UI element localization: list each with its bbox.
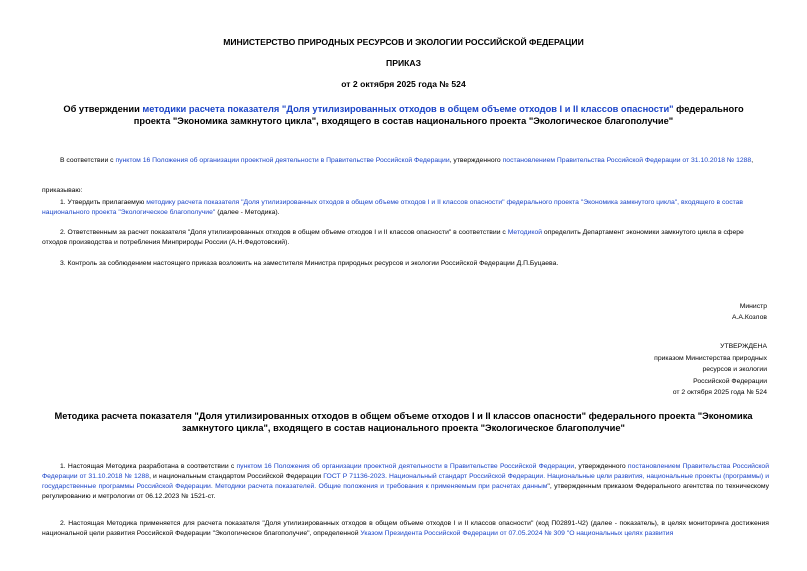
method-p1-link-regulation[interactable]: пунктом 16 Положения об организации проектной деятельности в Правительстве Российской Федерации <box>236 463 575 470</box>
method-p2-link-presidential-decree[interactable]: Указом Президента Российской Федерации от 07.05.2024 № 309 "О национальных целях развития <box>360 530 674 537</box>
methodology-title: Методика расчета показателя "Доля утилизированных отходов в общем объеме отходов I и II классов опасности" федерального проекта "Экономика замкнутого цикла", входящего в состав национального проекта "Экологическое благополучие" <box>54 411 753 433</box>
item-1-methodology-link[interactable]: методику расчета показателя "Доля утилизированных отходов в общем объеме отходов I и II классов опасности" федерального проекта "Экономика замкнутого цикла", входящего в состав национального проекта "Экологическое благополучие" <box>42 199 744 216</box>
approval-line-3: ресурсов и экологии <box>702 366 767 373</box>
intro-link-decree[interactable]: постановлением Правительства Российской Федерации от 31.10.2018 № 1288 <box>502 157 752 164</box>
approval-line-5: от 2 октября 2025 года № 524 <box>672 389 767 396</box>
intro-link-regulation[interactable]: пунктом 16 Положения об организации проектной деятельности в Правительстве Российской Федерации <box>115 157 450 164</box>
signature-name: А.А.Козлов <box>732 314 767 321</box>
signature-block <box>732 301 767 323</box>
approval-line-4: Российской Федерации <box>693 377 767 385</box>
approval-line-2: приказом Министерства природных <box>654 354 767 362</box>
signature-position: Министр <box>739 303 767 310</box>
doc-type: ПРИКАЗ <box>386 58 421 68</box>
intro-paragraph: В соответствии с пунктом 16 Положения об организации проектной деятельности в Правительстве Российской Федерации, утвержденного постановлением Правительства Российской Федерации от 31.10.2018 № 1288, <box>60 157 754 164</box>
item-2: 2. Ответственным за расчет показателя "Доля утилизированных отходов в общем объеме отходов I и II классов опасности" в соответствии с Методикой определить Департамент экономики замкнутого цикла в сфере отходов производства и потребления Минприроды России (А.Н.Федотовский). <box>42 229 744 246</box>
title-methodology-link[interactable]: методики расчета показателя "Доля утилизированных отходов в общем объеме отходов I и II классов опасности" <box>142 104 674 114</box>
method-p1-link-gost[interactable]: ГОСТ Р 71136-2023. Национальный стандарт Российской Федерации. Национальные цели развития, национальные проекты (программы) и государственные программы Российской Федерации. Методики расчета показателей. Общие положения и требования к применяемым при расчетах данным <box>42 473 770 490</box>
order-word: приказываю: <box>42 187 83 194</box>
approval-stamp <box>654 341 767 399</box>
ministry-header: МИНИСТЕРСТВО ПРИРОДНЫХ РЕСУРСОВ И ЭКОЛОГИИ РОССИЙСКОЙ ФЕДЕРАЦИИ <box>223 37 584 47</box>
order-title: Об утверждении методики расчета показателя "Доля утилизированных отходов в общем объеме отходов I и II классов опасности" федерального проекта "Экономика замкнутого цикла", входящего в состав национального проекта "Экологическое благополучие" <box>63 104 744 126</box>
item-1: 1. Утвердить прилагаемую методику расчета показателя "Доля утилизированных отходов в общем объеме отходов I и II классов опасности" федерального проекта "Экономика замкнутого цикла", входящего в состав национального проекта "Экологическое благополучие" (далее - Методика). <box>42 199 744 216</box>
approval-line-1: УТВЕРЖДЕНА <box>720 343 767 350</box>
item-3: 3. Контроль за соблюдением настоящего приказа возложить на заместителя Министра природных ресурсов и экологии Российской Федерации Д.П.Буцаева. <box>60 260 559 267</box>
item-2-methodology-link[interactable]: Методикой <box>507 229 543 236</box>
method-paragraph-2: 2. Настоящая Методика применяется для расчета показателя "Доля утилизированных отходов в общем объеме отходов I и II классов опасности" (код П02891-Ч2) (далее - показатель), в целях мониторинга достижения национальной цели развития Российской Федерации "Экологическое благополучие", определенной Указом Президента Российской Федерации от 07.05.2024 № 309 "О национальных целях развития <box>42 520 769 537</box>
method-paragraph-1: 1. Настоящая Методика разработана в соответствии с пунктом 16 Положения об организации проектной деятельности в Правительстве Российской Федерации, утвержденного постановлением Правительства Российской Федерации от 31.10.2018 № 1288, и национальным стандартом Российской Федерации ГОСТ Р 71136-2023. Национальный стандарт Российской Федерации. Национальные цели развития, национальные проекты (программы) и государственные программы Российской Федерации. Методики расчета показателей. Общие положения и требования к применяемым при расчетах данным", утвержденным приказом Федерального агентства по техническому регулированию и метрологии от 06.12.2023 № 1521-ст. <box>42 463 770 500</box>
doc-date-number: от 2 октября 2025 года № 524 <box>341 79 466 89</box>
method-p1-link-decree[interactable]: постановлением Правительства Российской Федерации от 31.10.2018 № 1288 <box>42 463 769 480</box>
